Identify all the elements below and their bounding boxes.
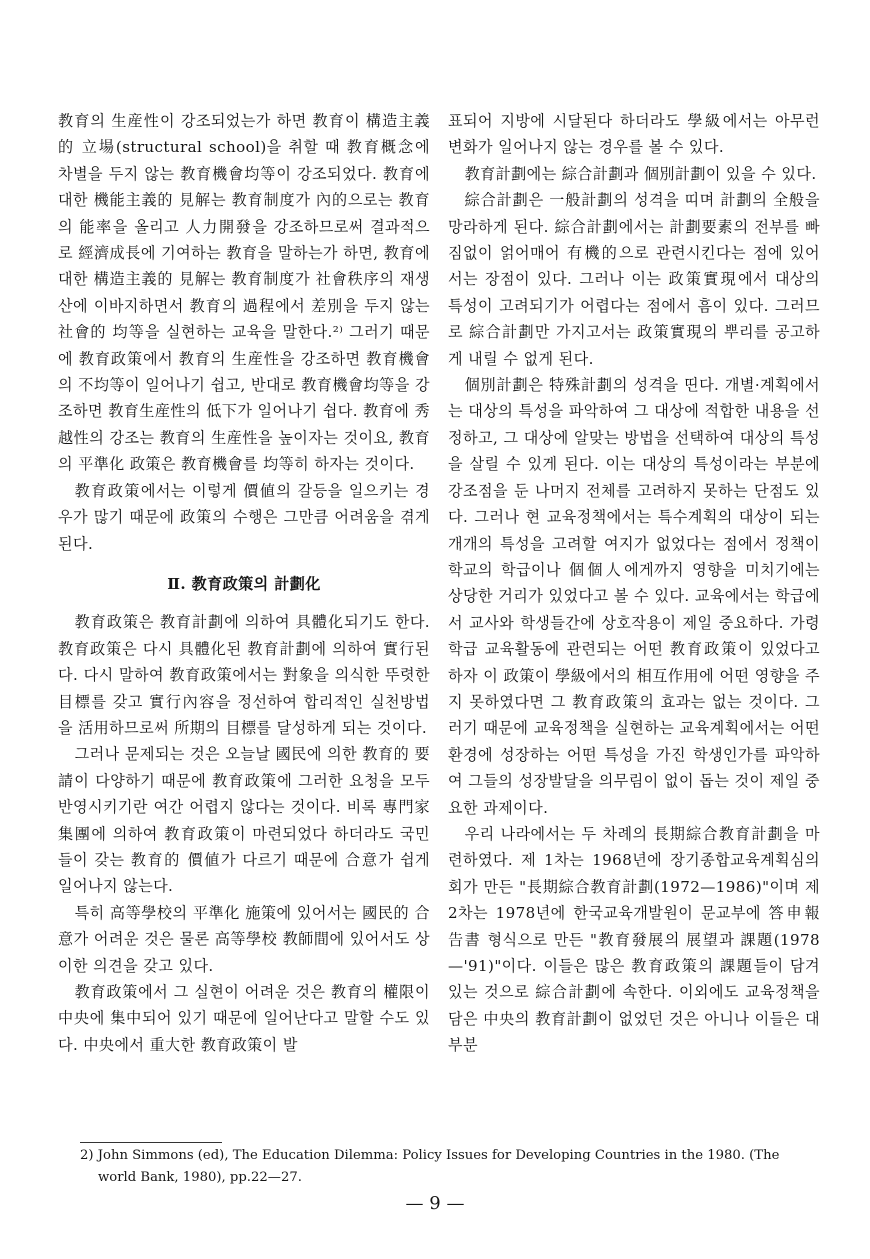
body-paragraph: 教育政策은 教育計劃에 의하여 具體化되기도 한다. 教育政策은 다시 具體化된 教育計劃에 의하여 實行된다. 다시 말하여 教育政策에서는 對象을 의식한 뚜렷한 目標를 갖고 實行內容을 정선하여 합리적인 실천방법을 活用하므로써 所期의 目標를 달성하게 되는 것이다. <box>58 613 430 737</box>
section-heading: Ⅱ. 教育政策의 計劃化 <box>167 574 321 593</box>
body-paragraph: 教育計劃에는 綜合計劃과 個別計劃이 있을 수 있다. <box>464 164 817 183</box>
footnote: 2) John Simmons (ed), The Education Dilemma: Policy Issues for Developing Countries in the 1980. (The world Bank, 1980), pp.22—27. <box>80 1148 780 1185</box>
body-paragraph: 표되어 지방에 시달된다 하더라도 學級에서는 아무런 변화가 일어나지 않는 경우를 볼 수 있다. <box>448 112 820 157</box>
body-paragraph: 個別計劃은 特殊計劃의 성격을 띤다. 개별·계획에서는 대상의 특성을 파악하여 그 대상에 적합한 내용을 선정하고, 그 대상에 알맞는 방법을 선택하여 대상의 특성을 살릴 수 있게 된다. 이는 대상의 특성이라는 부분에 강조점을 둔 나머지 전체를 고려하지 못하는 단점도 있다. 그러나 현 교육정책에서는 특수계획의 대상이 되는 개개의 특성을 고려할 여지가 없었다는 점에서 정책이 학교의 학급이나 個個人에게까지 영향을 미치기에는 상당한 거리가 있었다고 볼 수 있다. 교육에서는 학급에서 교사와 학생들간에 상호작용이 제일 중요하다. 가령 학급 교육활동에 관련되는 어떤 教育政策이 있었다고 하자 이 政策이 學級에서의 相互作用에 어떤 영향을 주지 못하였다면 그 教育政策의 효과는 없는 것이다. 그러기 때문에 교육정책을 실현하는 교육계획에서는 어떤 환경에 성장하는 어떤 특성을 가진 학생인가를 파악하여 그들의 성장발달을 의무림이 없이 돕는 것이 제일 중요한 과제이다. <box>448 376 820 817</box>
body-paragraph: 綜合計劃은 一般計劃의 성격을 띠며 計劃의 全般을 망라하게 된다. 綜合計劃에서는 計劃要素의 전부를 빠짐없이 얽어매어 有機的으로 관련시킨다는 점에 있어서는 장점이 있다. 그러나 이는 政策實現에서 대상의 특성이 고려되기가 어렵다는 점에서 흠이 있다. 그러므로 綜合計劃만 가지고서는 政策實現의 뿌리를 공고하게 내릴 수 없게 된다. <box>448 191 820 368</box>
body-paragraph: 教育政策에서 그 실현이 어려운 것은 教育의 權限이 中央에 集中되어 있기 때문에 일어난다고 말할 수도 있다. 中央에서 重大한 教育政策이 발 <box>58 983 430 1054</box>
body-paragraph: 教育政策에서는 이렇게 價値의 갈등을 일으키는 경우가 많기 때문에 政策의 수행은 그만큼 어려움을 겪게 된다. <box>58 481 430 553</box>
body-paragraph: 教育의 生産性이 강조되었는가 하면 教育이 構造主義的 立場(structural school)을 취할 때 教育概念에 차별을 두지 않는 教育機會均等이 강조되었다. 教育에 대한 機能主義的 見解는 教育制度가 內的으로는 教育의 能率을 올리고 人力開發을 강조하므로써 결과적으로 經濟成長에 기여하는 教育을 말하는가 하면, 教育에 대한 構造主義的 見解는 教育制度가 社會秩序의 재생산에 이바지하면서 教育의 過程에서 差別을 두지 않는 社會的 均等을 실현하는 교육을 말한다.²⁾ 그러기 때문에 教育政策에서 教育의 生産性을 강조하면 教育機會의 不均等이 일어나기 쉽고, 반대로 教育機會均等을 강조하면 教育生産性의 低下가 일어나기 쉽다. 教育에 秀越性의 강조는 教育의 生産性을 높이자는 것이요, 教育의 平準化 政策은 教育機會를 均等히 하자는 것이다. <box>58 112 430 474</box>
page-number: — 9 — <box>405 1193 465 1214</box>
right-column <box>448 108 820 1059</box>
body-paragraph: 우리 나라에서는 두 차례의 長期綜合教育計劃을 마련하였다. 제 1차는 1968년에 장기종합교육계획심의회가 만든 "長期綜合教育計劃(1972—1986)"이며 제 2차는 1978년에 한국교육개발원이 문교부에 答申報告書 형식으로 만든 "教育發展의 展望과 課題(1978—'91)"이다. 이들은 많은 教育政策의 課題들이 담겨 있는 것으로 綜合計劃에 속한다. 이외에도 교육정책을 담은 中央의 教育計劃이 없었던 것은 아니나 이들은 대부분 <box>448 824 820 1055</box>
left-column <box>58 108 430 1058</box>
body-paragraph: 특히 高等學校의 平準化 施策에 있어서는 國民的 合意가 어려운 것은 물론 高等學校 教師間에 있어서도 상이한 의견을 갖고 있다. <box>58 903 430 975</box>
body-paragraph: 그러나 문제되는 것은 오늘날 國民에 의한 教育的 要請이 다양하기 때문에 教育政策에 그러한 요청을 모두 반영시키기란 여간 어렵지 않다는 것이다. 비록 專門家 集團에 의하여 教育政策이 마련되었다 하더라도 국민들이 갖는 教育的 價値가 다르기 때문에 合意가 쉽게 일어나지 않는다. <box>58 745 430 896</box>
footnote-divider <box>80 1142 222 1143</box>
